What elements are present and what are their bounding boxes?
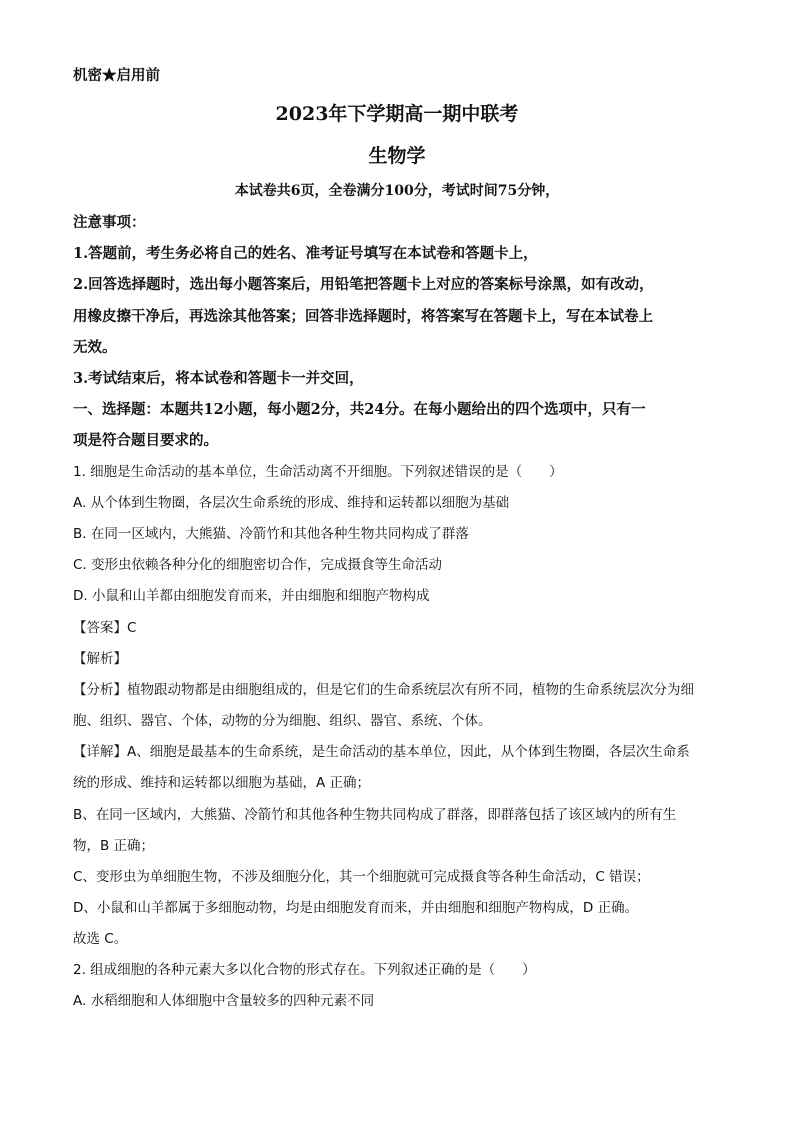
question-1-conclusion: 故选 C。 xyxy=(73,931,128,947)
question-1-analysis-label: 【解析】 xyxy=(73,651,127,667)
subject-title: 生物学 xyxy=(368,145,426,167)
note-item-3: 3.考试结束后，将本试卷和答题卡一并交回， xyxy=(73,370,364,387)
exam-title: 2023年下学期高一期中联考 xyxy=(275,103,519,125)
question-1-option-b: B. 在同一区域内，大熊猫、冷箭竹和其他各种生物共同构成了群落 xyxy=(73,526,469,542)
question-1-answer: 【答案】C xyxy=(73,620,137,636)
question-1-fenxi-line-1: 【分析】植物跟动物都是由细胞组成的，但是它们的生命系统层次有所不同，植物的生命系统层次分为细 xyxy=(73,682,694,698)
confidential-label: 机密★启用前 xyxy=(73,67,160,84)
section-heading-cont: 项是符合题目要求的。 xyxy=(73,432,218,449)
question-1-option-c: C. 变形虫依赖各种分化的细胞密切合作，完成摄食等生命活动 xyxy=(73,557,443,573)
note-item-2-cont: 用橡皮擦干净后，再选涂其他答案；回答非选择题时，将答案写在答题卡上，写在本试卷上 xyxy=(73,308,653,325)
question-1-b-line-1: B、在同一区域内，大熊猫、冷箭竹和其他各种生物共同构成了群落，即群落包括了该区域内的所有生 xyxy=(73,807,677,823)
question-2-stem: 2. 组成细胞的各种元素大多以化合物的形式存在。下列叙述正确的是（ ） xyxy=(73,962,536,978)
exam-info: 本试卷共6页，全卷满分100分，考试时间75分钟， xyxy=(234,183,560,199)
section-heading: 一、选择题：本题共12小题，每小题2分，共24分。在每小题给出的四个选项中，只有一 xyxy=(73,401,646,418)
question-1-xiangjie-line-2: 统的形成、维持和运转都以细胞为基础，A 正确； xyxy=(73,775,371,791)
question-1-xiangjie-line-1: 【详解】A、细胞是最基本的生命系统，是生命活动的基本单位，因此，从个体到生物圈，各层次生命系 xyxy=(73,744,690,760)
notes-heading: 注意事项： xyxy=(73,214,146,231)
note-item-2: 2.回答选择题时，选出每小题答案后，用铅笔把答题卡上对应的答案标号涂黑，如有改动， xyxy=(73,276,654,293)
note-item-1: 1.答题前，考生务必将自己的姓名、准考证号填写在本试卷和答题卡上， xyxy=(73,245,538,262)
question-1-option-d: D. 小鼠和山羊都由细胞发育而来，并由细胞和细胞产物构成 xyxy=(73,588,430,604)
question-1-stem: 1. 细胞是生命活动的基本单位，生命活动离不开细胞。下列叙述错误的是（ ） xyxy=(73,464,563,480)
question-1-c-line: C、变形虫为单细胞生物，不涉及细胞分化，其一个细胞就可完成摄食等各种生命活动，C 错误； xyxy=(73,869,650,885)
question-1-fenxi-line-2: 胞、组织、器官、个体，动物的分为细胞、组织、器官、系统、个体。 xyxy=(73,713,492,729)
question-1-b-line-2: 物，B 正确； xyxy=(73,838,155,854)
note-item-2-end: 无效。 xyxy=(73,339,117,356)
question-1-option-a: A. 从个体到生物圈，各层次生命系统的形成、维持和运转都以细胞为基础 xyxy=(73,495,510,511)
question-2-option-a: A. 水稻细胞和人体细胞中含量较多的四种元素不同 xyxy=(73,993,375,1009)
question-1-d-line: D、小鼠和山羊都属于多细胞动物，均是由细胞发育而来，并由细胞和细胞产物构成，D 正确。 xyxy=(73,900,639,916)
